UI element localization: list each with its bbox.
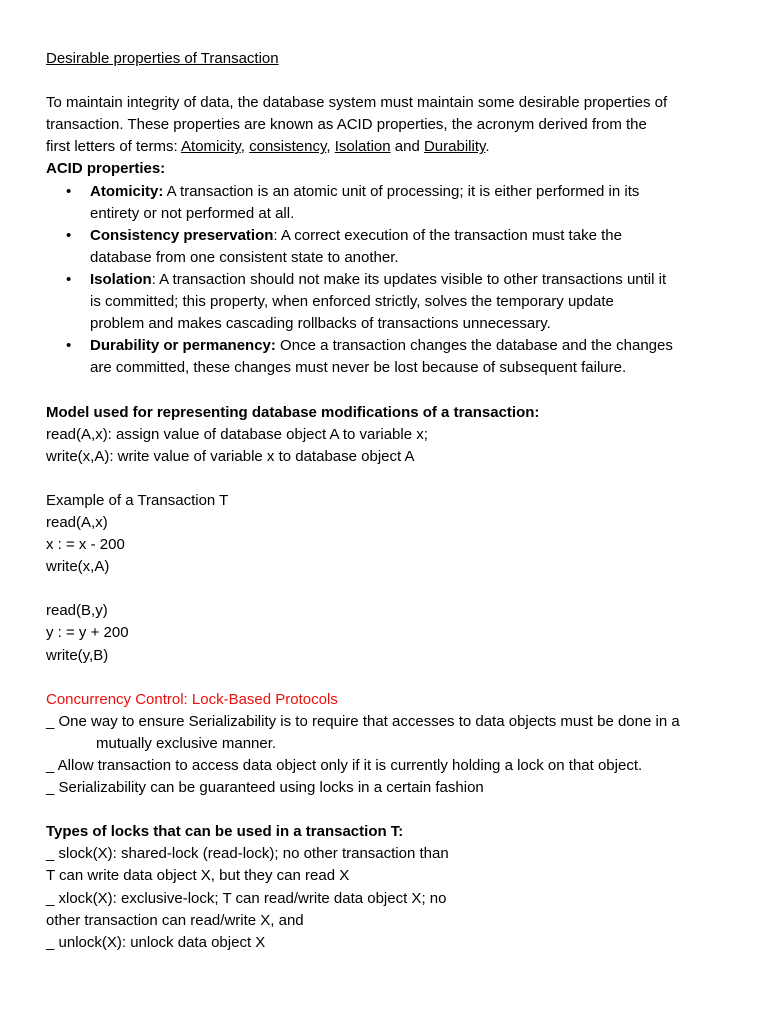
example-step: read(B,y) [46,602,108,620]
bullet-icon: • [66,226,72,244]
acid-text: A transaction is an atomic unit of processing; it is either performed in its [163,182,640,200]
example-step: y : = y + 200 [46,624,129,642]
locks-line: _ unlock(X): unlock data object X [46,933,266,951]
example-step: read(A,x) [46,513,108,531]
page-heading: Desirable properties of Transaction [46,50,279,67]
acid-colon: : [273,226,278,244]
term-isolation: Isolation [334,138,391,156]
intro-line-3-prefix: first letters of terms: [46,138,182,156]
example-title: Example of a Transaction T [46,491,229,509]
acid-item-isolation-cont: is committed; this property, when enforced strictly, solves the temporary update [90,293,614,311]
spacer [46,578,746,600]
acid-item-atomicity [46,181,746,203]
term-atomicity: Atomicity [181,138,241,156]
spacer [46,70,746,92]
acid-item-consistency [46,225,746,247]
acid-term: Durability or permanency: [90,337,276,355]
acid-term: Isolation [90,270,152,288]
model-title: Model used for representing database modifications of a transaction: [46,403,540,421]
acid-item-isolation-cont: problem and makes cascading rollbacks of transactions unnecessary. [90,315,551,333]
locks-line: _ slock(X): shared-lock (read-lock); no other transaction than [46,845,449,863]
acid-item-durability [46,335,746,357]
intro-end: . [485,138,490,156]
example-step: write(y,B) [46,646,109,664]
concurrency-point-2: _ Allow transaction to access data object only if it is currently holding a lock on that object. [46,757,643,774]
example-step: x : = x - 200 [46,536,125,554]
separator: , [240,138,250,156]
bullet-icon: • [66,182,72,200]
model-write: write(x,A): write value of variable x to database object A [46,447,415,465]
acid-item-atomicity-cont: entirety or not performed at all. [90,204,295,222]
acid-item-consistency-cont: database from one consistent state to another. [90,248,399,266]
concurrency-title: Concurrency Control: Lock-Based Protocols [46,690,338,708]
bullet-icon: • [66,337,72,355]
acid-text: A transaction should not make its updates visible to other transactions until it [155,270,667,288]
acid-item-durability-cont: are committed, these changes must never be lost because of subsequent failure. [90,359,627,377]
acid-term: Consistency preservation [90,226,274,244]
example-step: write(x,A) [46,558,110,576]
concurrency-point-3: _ Serializability can be guaranteed using locks in a certain fashion [46,779,484,797]
acid-title: ACID properties: [46,160,166,178]
acid-term: Atomicity [90,182,159,200]
spacer [46,468,746,490]
term-durability: Durability [423,138,486,156]
spacer [46,799,746,821]
separator: , [326,138,335,156]
spacer [46,667,746,689]
bullet-icon: • [66,270,72,288]
document-page [46,48,746,954]
separator: and [390,138,424,156]
spacer [46,379,746,401]
acid-text: Once a transaction changes the database and the changes [275,337,673,355]
locks-line: T can write data object X, but they can read X [46,867,350,885]
acid-text: A correct execution of the transaction must take the [277,226,622,244]
acid-colon: : [151,270,156,288]
intro-line-2: transaction. These properties are known as ACID properties, the acronym derived from the [46,116,647,134]
acid-item-isolation [46,269,746,291]
intro-line-1: To maintain integrity of data, the database system must maintain some desirable properties of [46,94,668,112]
concurrency-point-1-cont: mutually exclusive manner. [96,734,277,752]
locks-title: Types of locks that can be used in a transaction T: [46,823,404,841]
acid-colon: : [158,182,164,200]
locks-line: _ xlock(X): exclusive-lock; T can read/write data object X; no [46,889,447,907]
term-consistency: consistency [249,138,327,156]
model-read: read(A,x): assign value of database object A to variable x; [46,425,428,443]
locks-line: other transaction can read/write X, and [46,911,304,929]
concurrency-point-1: _ One way to ensure Serializability is to require that accesses to data objects must be done in a [46,712,680,730]
intro-line-3 [46,136,746,158]
